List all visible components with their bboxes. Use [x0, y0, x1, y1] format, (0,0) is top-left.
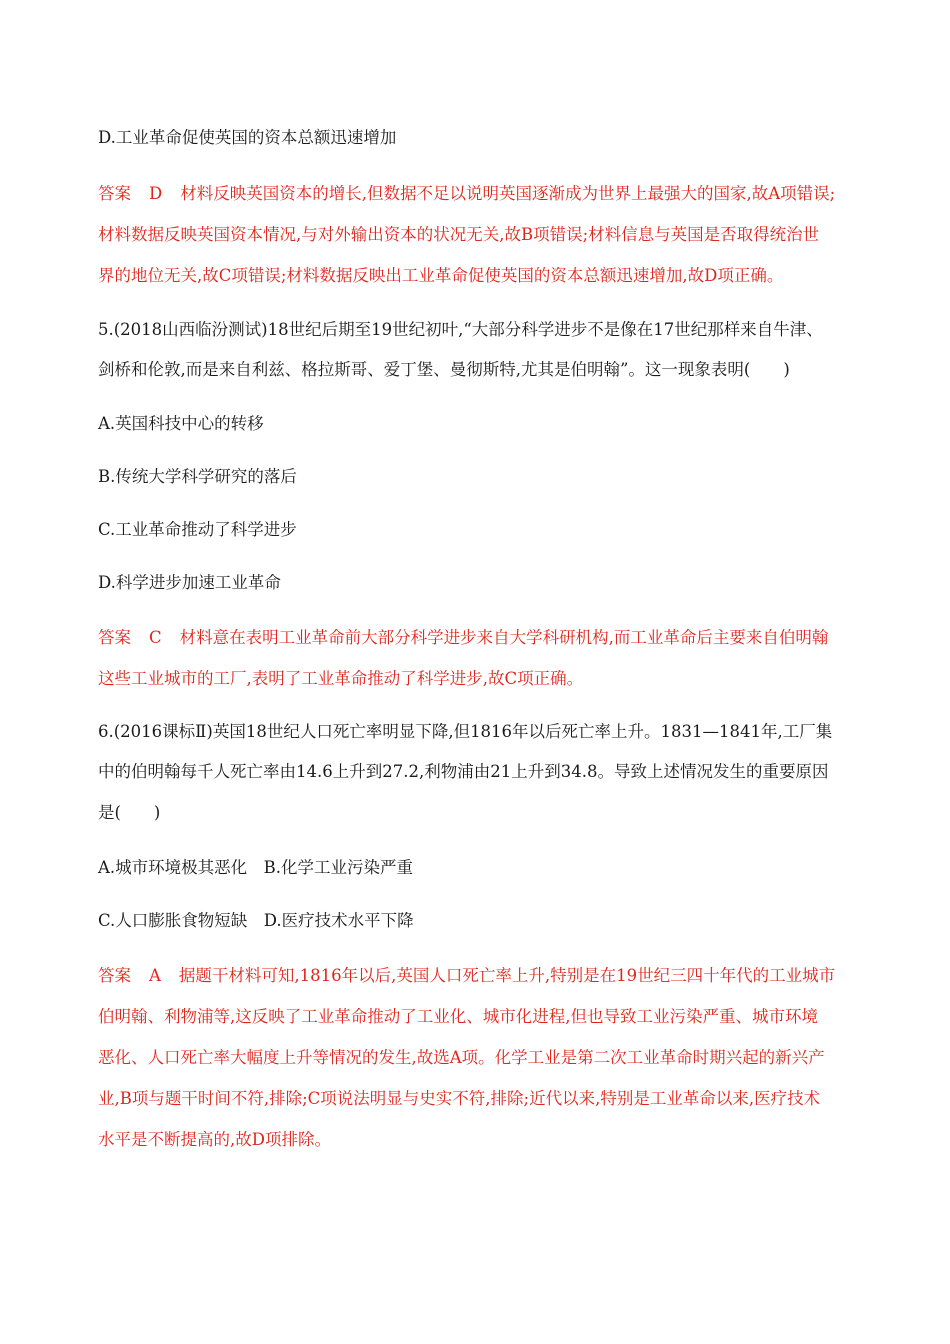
q4-answer-line-3: 界的地位无关,故C项错误;材料数据反映出工业革命促使英国的资本总额迅速增加,故D项正确。	[98, 266, 784, 285]
q5-option-d: D.科学进步加速工业革命	[98, 573, 281, 592]
q4-answer-line-2: 材料数据反映英国资本情况,与对外输出资本的状况无关,故B项错误;材料信息与英国是否取得统治世	[98, 225, 820, 244]
q5-option-a: A.英国科技中心的转移	[98, 414, 264, 433]
q6-answer-line-1	[98, 965, 835, 987]
answer-text: 材料意在表明工业革命前大部分科学进步来自大学科研机构,而工业革命后主要来自伯明翰	[179, 628, 829, 647]
q5-option-c: C.工业革命推动了科学进步	[98, 520, 297, 539]
q6-stem-line-2: 中的伯明翰每千人死亡率由14.6上升到27.2,利物浦由21上升到34.8。导致上述情况发生的重要原因	[98, 762, 829, 781]
q4-option-d: D.工业革命促使英国的资本总额迅速增加	[98, 128, 397, 147]
q5-stem-line-2: 剑桥和伦敦,而是来自利兹、格拉斯哥、爱丁堡、曼彻斯特,尤其是伯明翰”。这一现象表明( )	[98, 360, 790, 379]
answer-label: 答案	[98, 628, 131, 647]
answer-letter: D	[149, 184, 163, 203]
q6-stem-line-3: 是( )	[98, 803, 161, 822]
q6-answer-line-4: 业,B项与题干时间不符,排除;C项说法明显与史实不符,排除;近代以来,特别是工业革命以来,医疗技术	[98, 1089, 821, 1108]
q6-options-row-1: A.城市环境极其恶化 B.化学工业污染严重	[98, 858, 414, 877]
q5-stem-line-1: 5.(2018山西临汾测试)18世纪后期至19世纪初叶,“大部分科学进步不是像在17世纪那样来自牛津、	[98, 320, 823, 339]
q5-option-b: B.传统大学科学研究的落后	[98, 467, 297, 486]
q6-options-row-2: C.人口膨胀食物短缺 D.医疗技术水平下降	[98, 911, 414, 930]
answer-text: 据题干材料可知,1816年以后,英国人口死亡率上升,特别是在19世纪三四十年代的工业城市	[178, 966, 836, 985]
q5-answer-line-1	[98, 627, 828, 649]
answer-label: 答案	[98, 966, 131, 985]
q6-answer-line-3: 恶化、人口死亡率大幅度上升等情况的发生,故选A项。化学工业是第二次工业革命时期兴起的新兴产	[98, 1048, 825, 1067]
answer-label: 答案	[98, 184, 131, 203]
q6-stem-line-1: 6.(2016课标Ⅱ)英国18世纪人口死亡率明显下降,但1816年以后死亡率上升。1831—1841年,工厂集	[98, 722, 833, 741]
answer-text: 材料反映英国资本的增长,但数据不足以说明英国逐渐成为世界上最强大的国家,故A项错误;	[180, 184, 836, 203]
answer-letter: C	[149, 628, 162, 647]
q6-answer-line-5: 水平是不断提高的,故D项排除。	[98, 1130, 331, 1149]
q6-answer-line-2: 伯明翰、利物浦等,这反映了工业革命推动了工业化、城市化进程,但也导致工业污染严重、城市环境	[98, 1007, 818, 1026]
answer-letter: A	[149, 966, 161, 985]
q4-answer-line-1	[98, 183, 835, 205]
q5-answer-line-2: 这些工业城市的工厂,表明了工业革命推动了科学进步,故C项正确。	[98, 669, 584, 688]
